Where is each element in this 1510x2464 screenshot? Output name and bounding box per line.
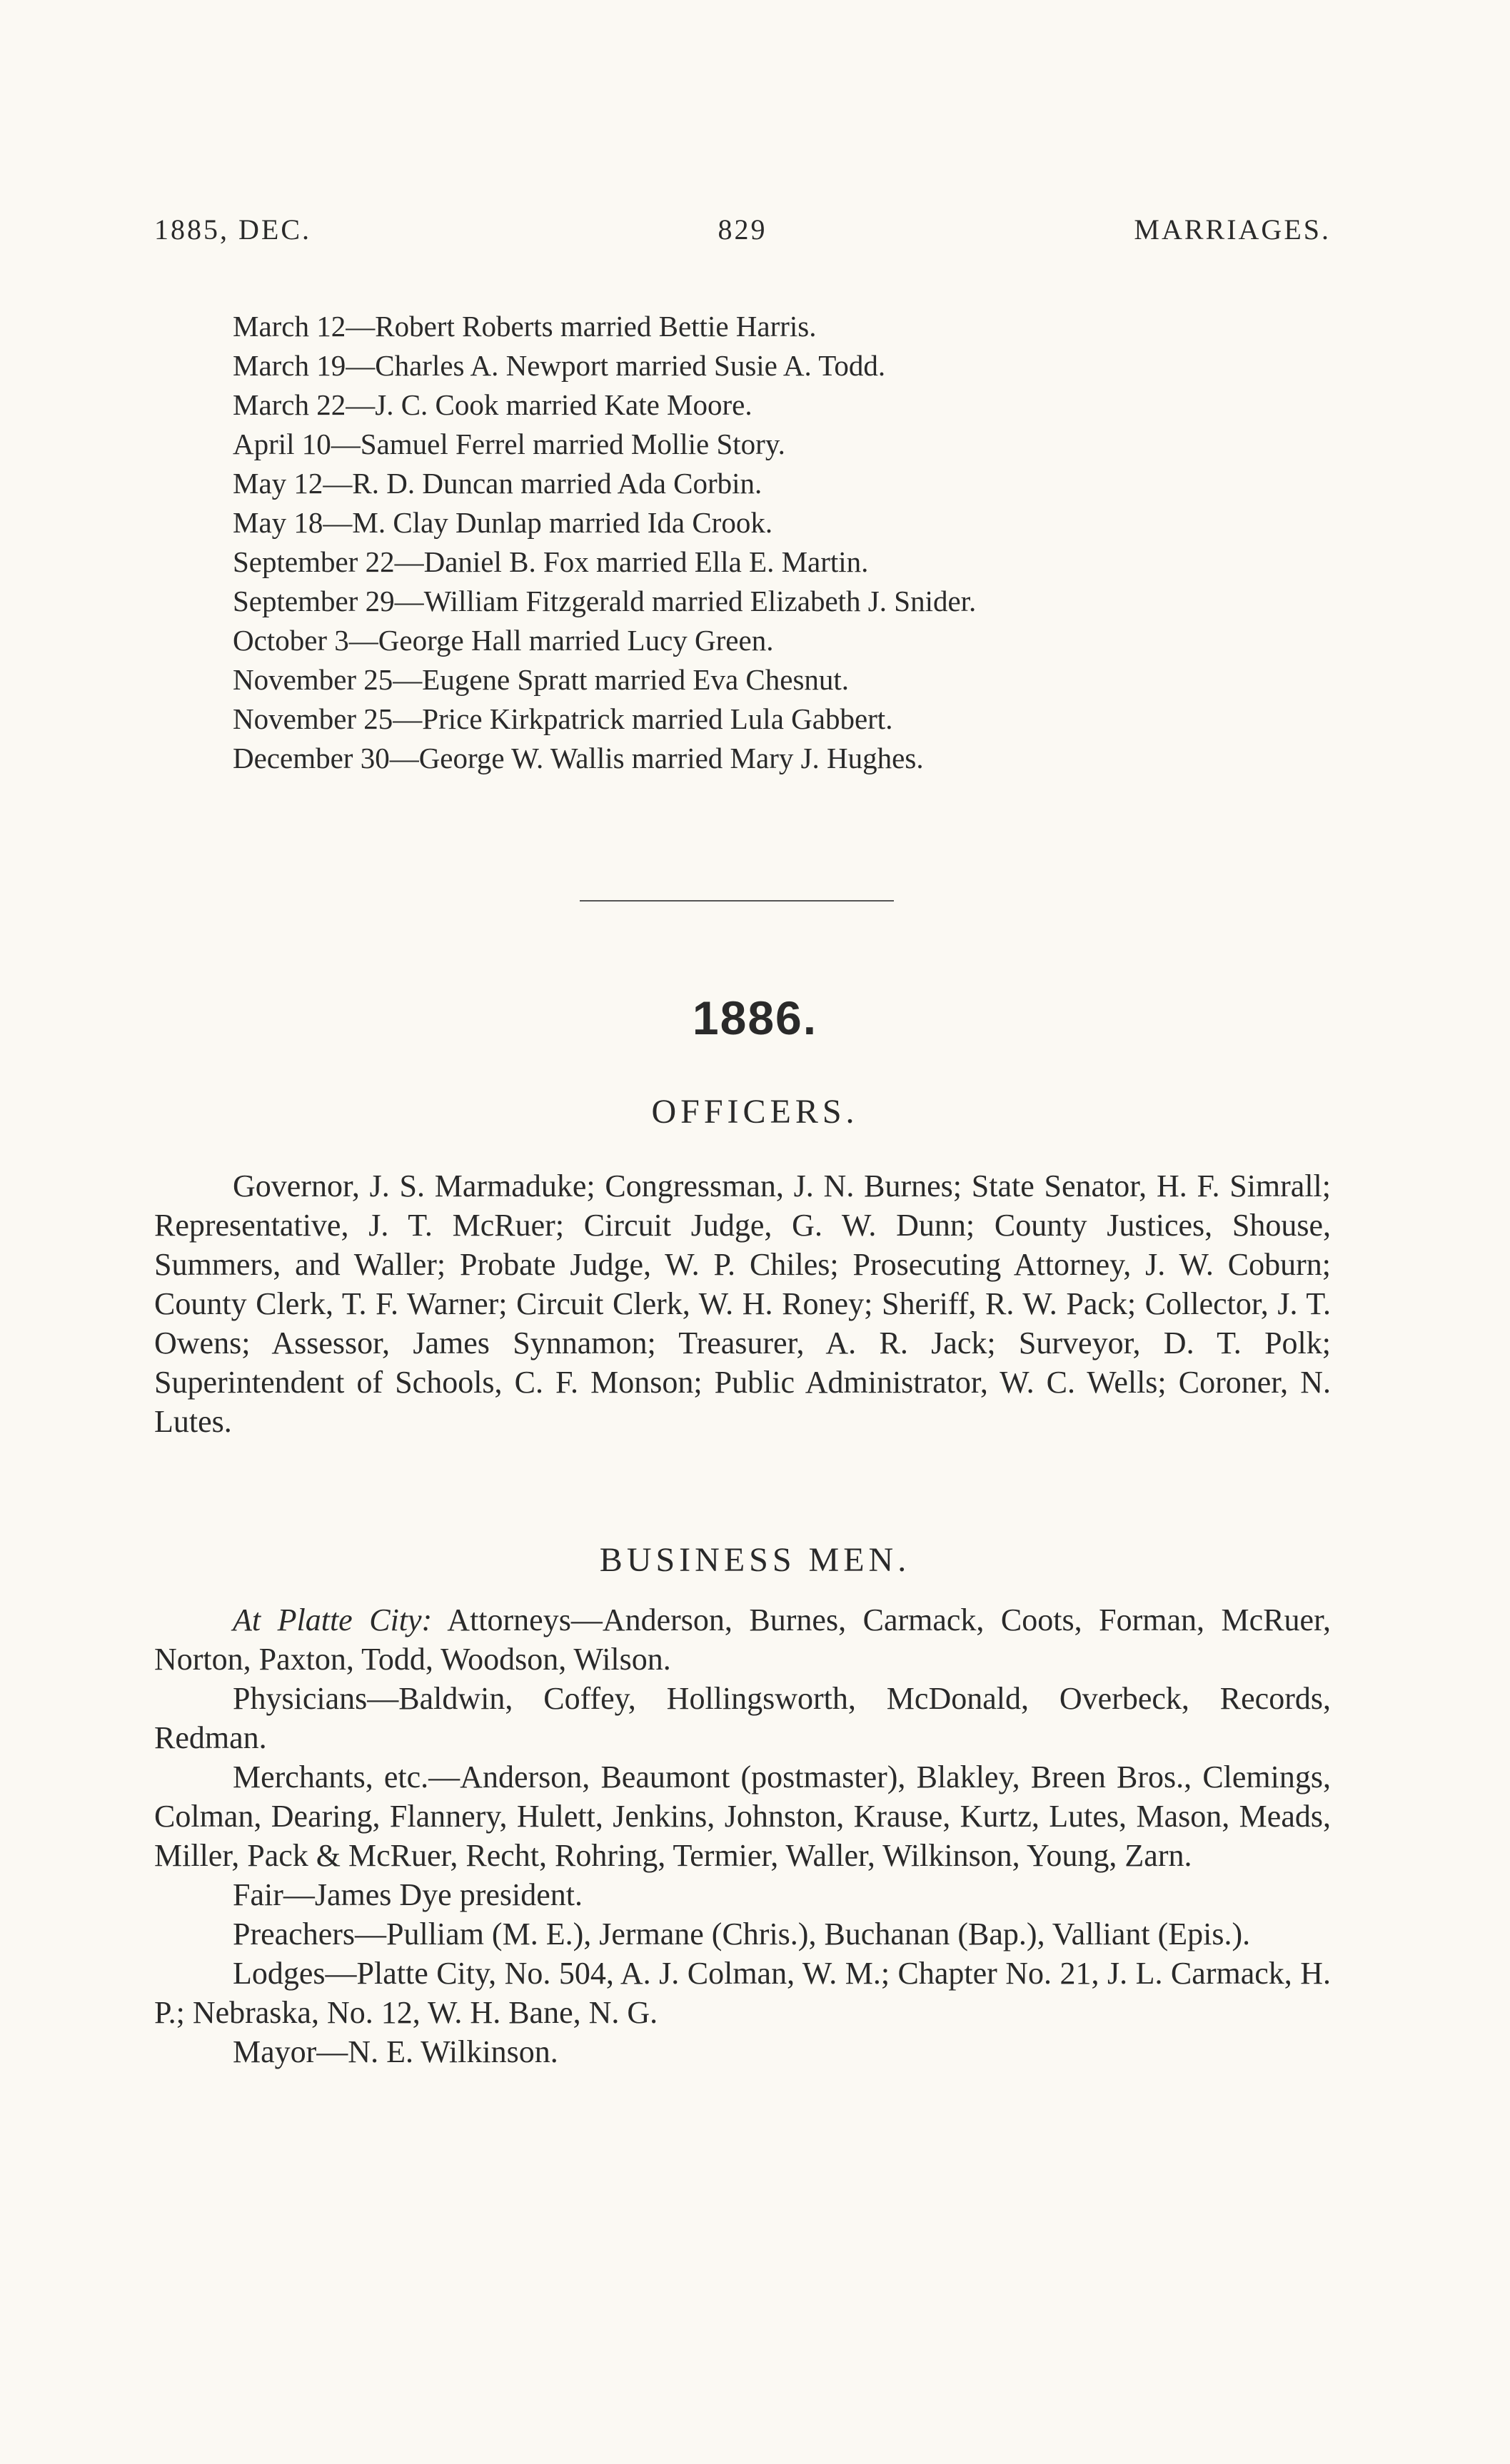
preachers-paragraph: Preachers—Pulliam (M. E.), Jermane (Chris.), Buchanan (Bap.), Valliant (Epis.). bbox=[233, 1917, 1251, 1951]
marriage-entry: March 22—J. C. Cook married Kate Moore. bbox=[233, 388, 753, 421]
header-date: 1885, DEC. bbox=[154, 213, 311, 246]
physicians-paragraph: Physicians—Baldwin, Coffey, Hollingsworth, McDonald, Overbeck, Records, Redman. bbox=[154, 1681, 1331, 1755]
marriage-entry: October 3—George Hall married Lucy Green. bbox=[233, 624, 774, 657]
page-number: 829 bbox=[718, 213, 767, 246]
running-head bbox=[154, 213, 1331, 246]
marriage-entry: November 25—Price Kirkpatrick married Lula Gabbert. bbox=[233, 702, 893, 735]
officers-paragraph: Governor, J. S. Marmaduke; Congressman, J. N. Burnes; State Senator, H. F. Simrall; Representative, J. T. McRuer; Circuit Judge, G. W. Dunn; County Justices, Shouse, Summers, and Waller; Probate Judge, W. P. Chiles; Prosecuting Attorney, J. W. Coburn; County Clerk, T. F. Warner; Circuit Clerk, W. H. Roney; Sheriff, R. W. Pack; Collector, J. T. Owens; Assessor, James Synnamon; Treasurer, A. R. Jack; Surveyor, D. T. Polk; Superintendent of Schools, C. F. Monson; Public Administrator, W. C. Wells; Coroner, N. Lutes. bbox=[154, 1168, 1331, 1439]
marriage-entry: September 29—William Fitzgerald married Elizabeth J. Snider. bbox=[233, 585, 977, 617]
officers-section bbox=[154, 1166, 1331, 1441]
marriage-list bbox=[154, 307, 1331, 778]
officers-heading: OFFICERS. bbox=[651, 1093, 859, 1131]
year-heading: 1886. bbox=[692, 991, 818, 1044]
marriage-entry: May 18—M. Clay Dunlap married Ida Crook. bbox=[233, 506, 773, 539]
business-section bbox=[154, 1600, 1331, 2071]
header-section: MARRIAGES. bbox=[1134, 213, 1331, 246]
fair-paragraph: Fair—James Dye president. bbox=[233, 1877, 583, 1912]
mayor-paragraph: Mayor—N. E. Wilkinson. bbox=[233, 2034, 558, 2069]
marriage-entry: November 25—Eugene Spratt married Eva Chesnut. bbox=[233, 663, 850, 696]
attorneys-text: Attorneys—Anderson, Burnes, Carmack, Coots, Forman, McRuer, Norton, Paxton, Todd, Woodson, Wilson. bbox=[154, 1602, 1331, 1677]
marriage-entry: December 30—George W. Wallis married Mary J. Hughes. bbox=[233, 742, 924, 774]
attorneys-paragraph bbox=[154, 1600, 1331, 1679]
marriage-entry: May 12—R. D. Duncan married Ada Corbin. bbox=[233, 467, 762, 500]
business-heading: BUSINESS MEN. bbox=[599, 1541, 911, 1579]
location-lead: At Platte City: bbox=[233, 1602, 433, 1637]
marriage-entry: September 22—Daniel B. Fox married Ella E. Martin. bbox=[233, 545, 869, 578]
marriage-entry: March 12—Robert Roberts married Bettie Harris. bbox=[233, 310, 817, 343]
marriage-entry: April 10—Samuel Ferrel married Mollie Story. bbox=[233, 428, 785, 460]
section-divider bbox=[580, 900, 894, 902]
merchants-paragraph: Merchants, etc.—Anderson, Beaumont (postmaster), Blakley, Breen Bros., Clemings, Colman, Dearing, Flannery, Hulett, Jenkins, Johnston, Krause, Kurtz, Lutes, Mason, Meads, Miller, Pack & McRuer, Recht, Rohring, Termier, Waller, Wilkinson, Young, Zarn. bbox=[154, 1759, 1331, 1873]
marriage-entry: March 19—Charles A. Newport married Susie A. Todd. bbox=[233, 349, 886, 382]
lodges-paragraph: Lodges—Platte City, No. 504, A. J. Colman, W. M.; Chapter No. 21, J. L. Carmack, H. P.; Nebraska, No. 12, W. H. Bane, N. G. bbox=[154, 1956, 1331, 2030]
